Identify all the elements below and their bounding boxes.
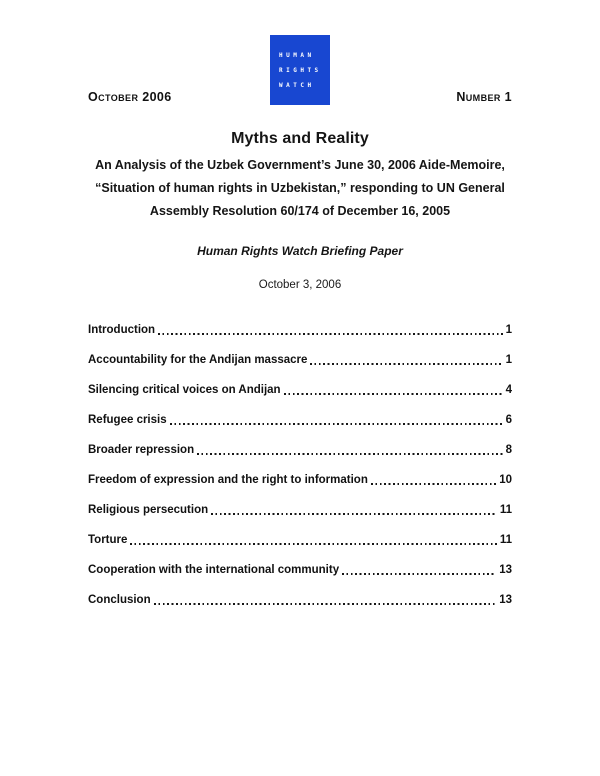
toc-entry[interactable]: [88, 414, 512, 427]
document-subtitle: [0, 154, 600, 223]
toc-dotted-leader: [284, 393, 503, 395]
toc-entry[interactable]: [88, 504, 512, 517]
toc-page-number: 8: [505, 444, 512, 456]
toc-entry[interactable]: [88, 444, 512, 457]
hrw-logo-line-watch: WATCH: [279, 81, 315, 89]
toc-dotted-leader: [342, 573, 496, 575]
toc-entry-label: Accountability for the Andijan massacre: [88, 354, 308, 366]
toc-dotted-leader: [154, 603, 497, 605]
toc-entry[interactable]: [88, 564, 512, 577]
document-subtitle-line-2: “Situation of human rights in Uzbekistan,” responding to UN General: [95, 181, 505, 195]
toc-page-number: 4: [505, 384, 512, 396]
toc-page-number: 1: [505, 324, 512, 336]
page-title: Myths and Reality: [231, 130, 369, 147]
toc-dotted-leader: [211, 513, 497, 515]
toc-entry-label: Religious persecution: [88, 504, 209, 516]
hrw-logo-line-rights: RIGHTS: [279, 66, 322, 74]
toc-entry[interactable]: [88, 594, 512, 607]
toc-page-number: 1: [505, 354, 512, 366]
hrw-logo: [270, 35, 330, 105]
toc-page-number: 13: [499, 564, 512, 576]
masthead: [0, 35, 600, 105]
briefing-paper-label: Human Rights Watch Briefing Paper: [197, 244, 403, 258]
toc-page-number: 6: [505, 414, 512, 426]
issue-date-label: October 2006: [88, 90, 172, 104]
toc-entry-label: Conclusion: [88, 594, 151, 606]
toc-page-number: 11: [499, 534, 512, 546]
toc-dotted-leader: [197, 453, 502, 455]
table-of-contents: [0, 324, 600, 607]
toc-entry-label: Silencing critical voices on Andijan: [88, 384, 281, 396]
toc-entry-label: Cooperation with the international community: [88, 564, 340, 576]
toc-page-number: 13: [499, 594, 512, 606]
toc-page-number: 10: [499, 474, 512, 486]
document-subtitle-line-3: Assembly Resolution 60/174 of December 16, 2005: [149, 204, 451, 218]
toc-dotted-leader: [130, 543, 496, 545]
document-subtitle-line-1: An Analysis of the Uzbek Government’s June 30, 2006 Aide-Memoire,: [95, 158, 505, 172]
toc-entry[interactable]: [88, 354, 512, 367]
toc-entry-label: Freedom of expression and the right to information: [88, 474, 368, 486]
toc-entry-label: Introduction: [88, 324, 156, 336]
issue-number-label: Number 1: [456, 90, 512, 104]
toc-page-number: 11: [499, 504, 512, 516]
toc-entry[interactable]: [88, 534, 512, 547]
toc-entry-label: Broader repression: [88, 444, 195, 456]
toc-entry[interactable]: [88, 474, 512, 487]
toc-entry[interactable]: [88, 324, 512, 337]
toc-entry-label: Torture: [88, 534, 128, 546]
toc-dotted-leader: [310, 363, 502, 365]
toc-dotted-leader: [158, 333, 503, 335]
toc-dotted-leader: [371, 483, 496, 485]
publication-date: October 3, 2006: [258, 279, 342, 291]
toc-entry-label: Refugee crisis: [88, 414, 167, 426]
toc-entry[interactable]: [88, 384, 512, 397]
hrw-logo-line-human: HUMAN: [279, 51, 315, 59]
toc-dotted-leader: [170, 423, 503, 425]
